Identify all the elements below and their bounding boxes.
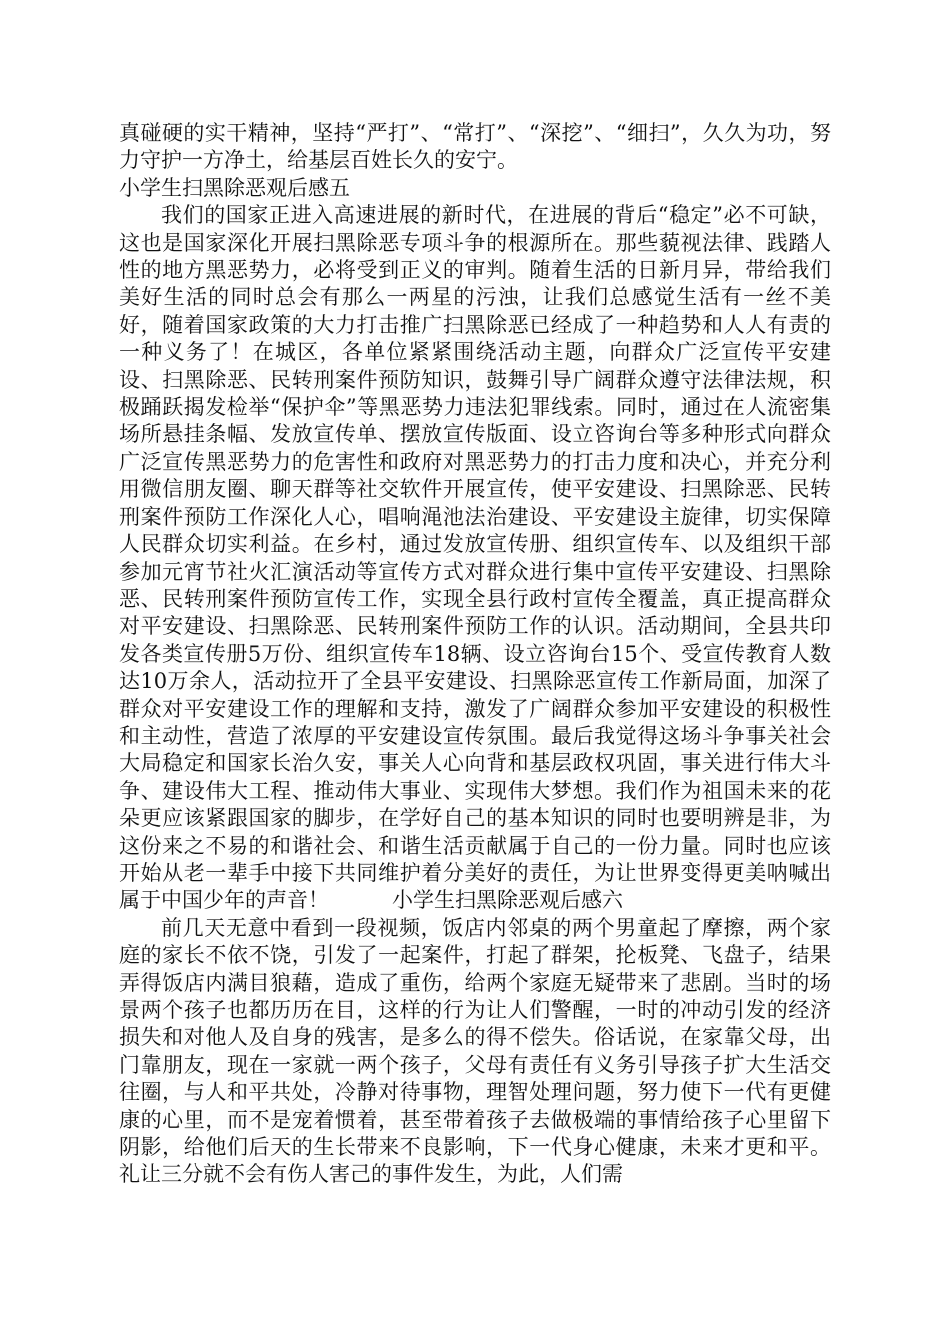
document-body <box>119 120 831 1189</box>
section-heading-six: 小学生扫黑除恶观后感六 <box>392 888 623 913</box>
section-heading-five: 小学生扫黑除恶观后感五 <box>119 175 350 200</box>
inline-gap <box>329 888 392 912</box>
paragraph-five <box>119 202 831 915</box>
paragraph-five-text: 我们的国家正进入高速进展的新时代，在进展的背后“稳定”必不可缺，这也是国家深化开展扫黑除恶专项斗争的根源所在。那些藐视法律、践踏人性的地方黑恶势力，必将受到正义的审判。随着生活的日新月异，带给我们美好生活的同时总会有那么一两星的污浊，让我们总感觉生活有一丝不美好，随着国家政策的大力打击推广扫黑除恶已经成了一种趋势和人人有责的一种义务了！在城区，各单位紧紧围绕活动主题，向群众广泛宣传平安建设、扫黑除恶、民转刑案件预防知识，鼓舞引导广阔群众遵守法律法规，积极踊跃揭发检举“保护伞”等黑恶势力违法犯罪线索。同时，通过在人流密集场所悬挂条幅、发放宣传单、摆放宣传版面、设立咨询台等多种形式向群众广泛宣传黑恶势力的危害性和政府对黑恶势力的打击力度和决心，并充分利用微信朋友圈、聊天群等社交软件开展宣传，使平安建设、扫黑除恶、民转刑案件预防工作深化人心，唱响渑池法治建设、平安建设主旋律，切实保障人民群众切实利益。在乡村，通过发放宣传册、组织宣传车、以及组织干部参加元宵节社火汇演活动等宣传方式对群众进行集中宣传平安建设、扫黑除恶、民转刑案件预防宣传工作，实现全县行政村宣传全覆盖，真正提高群众对平安建设、扫黑除恶、民转刑案件预防工作的认识。活动期间，全县共印发各类宣传册5万份、组织宣传车18辆、设立咨询台15个、受宣传教育人数达10万余人，活动拉开了全县平安建设、扫黑除恶宣传工作新局面，加深了群众对平安建设工作的理解和支持，激发了广阔群众参加平安建设的积极性和主动性，营造了浓厚的平安建设宣传氛围。最后我觉得这场斗争事关社会大局稳定和国家长治久安，事关人心向背和基层政权巩固，事关进行伟大斗争、建设伟大工程、推动伟大事业、实现伟大梦想。我们作为祖国未来的花朵更应该紧跟国家的脚步，在学好自己的基本知识的同时也要明辨是非，为这份来之不易的和谐社会、和谐生活贡献属于自己的一份力量。同时也应该开始从老一辈手中接下共同维护着分美好的责任，为让世界变得更美呐喊出属于中国少年的声音！ <box>119 203 831 913</box>
paragraph-six: 前几天无意中看到一段视频，饭店内邻桌的两个男童起了摩擦，两个家庭的家长不依不饶，引发了一起案件，打起了群架，抡板凳、飞盘子，结果弄得饭店内满目狼藉，造成了重伤，给两个家庭无疑带来了悲剧。当时的场景两个孩子也都历历在目，这样的行为让人们警醒，一时的冲动引发的经济损失和对他人及自身的残害，是多么的得不偿失。俗话说，在家靠父母，出门靠朋友，现在一家就一两个孩子，父母有责任有义务引导孩子扩大生活交往圈，与人和平共处，冷静对待事物，理智处理问题，努力使下一代有更健康的心里，而不是宠着惯着，甚至带着孩子去做极端的事情给孩子心里留下阴影，给他们后天的生长带来不良影响，下一代身心健康，未来才更和平。礼让三分就不会有伤人害己的事件发生，为此，人们需 <box>119 915 831 1187</box>
paragraph-continuation: 真碰硬的实干精神，坚持“严打”、“常打”、“深挖”、“细扫”，久久为功，努力守护一方净土，给基层百姓长久的安宁。 <box>119 121 831 173</box>
